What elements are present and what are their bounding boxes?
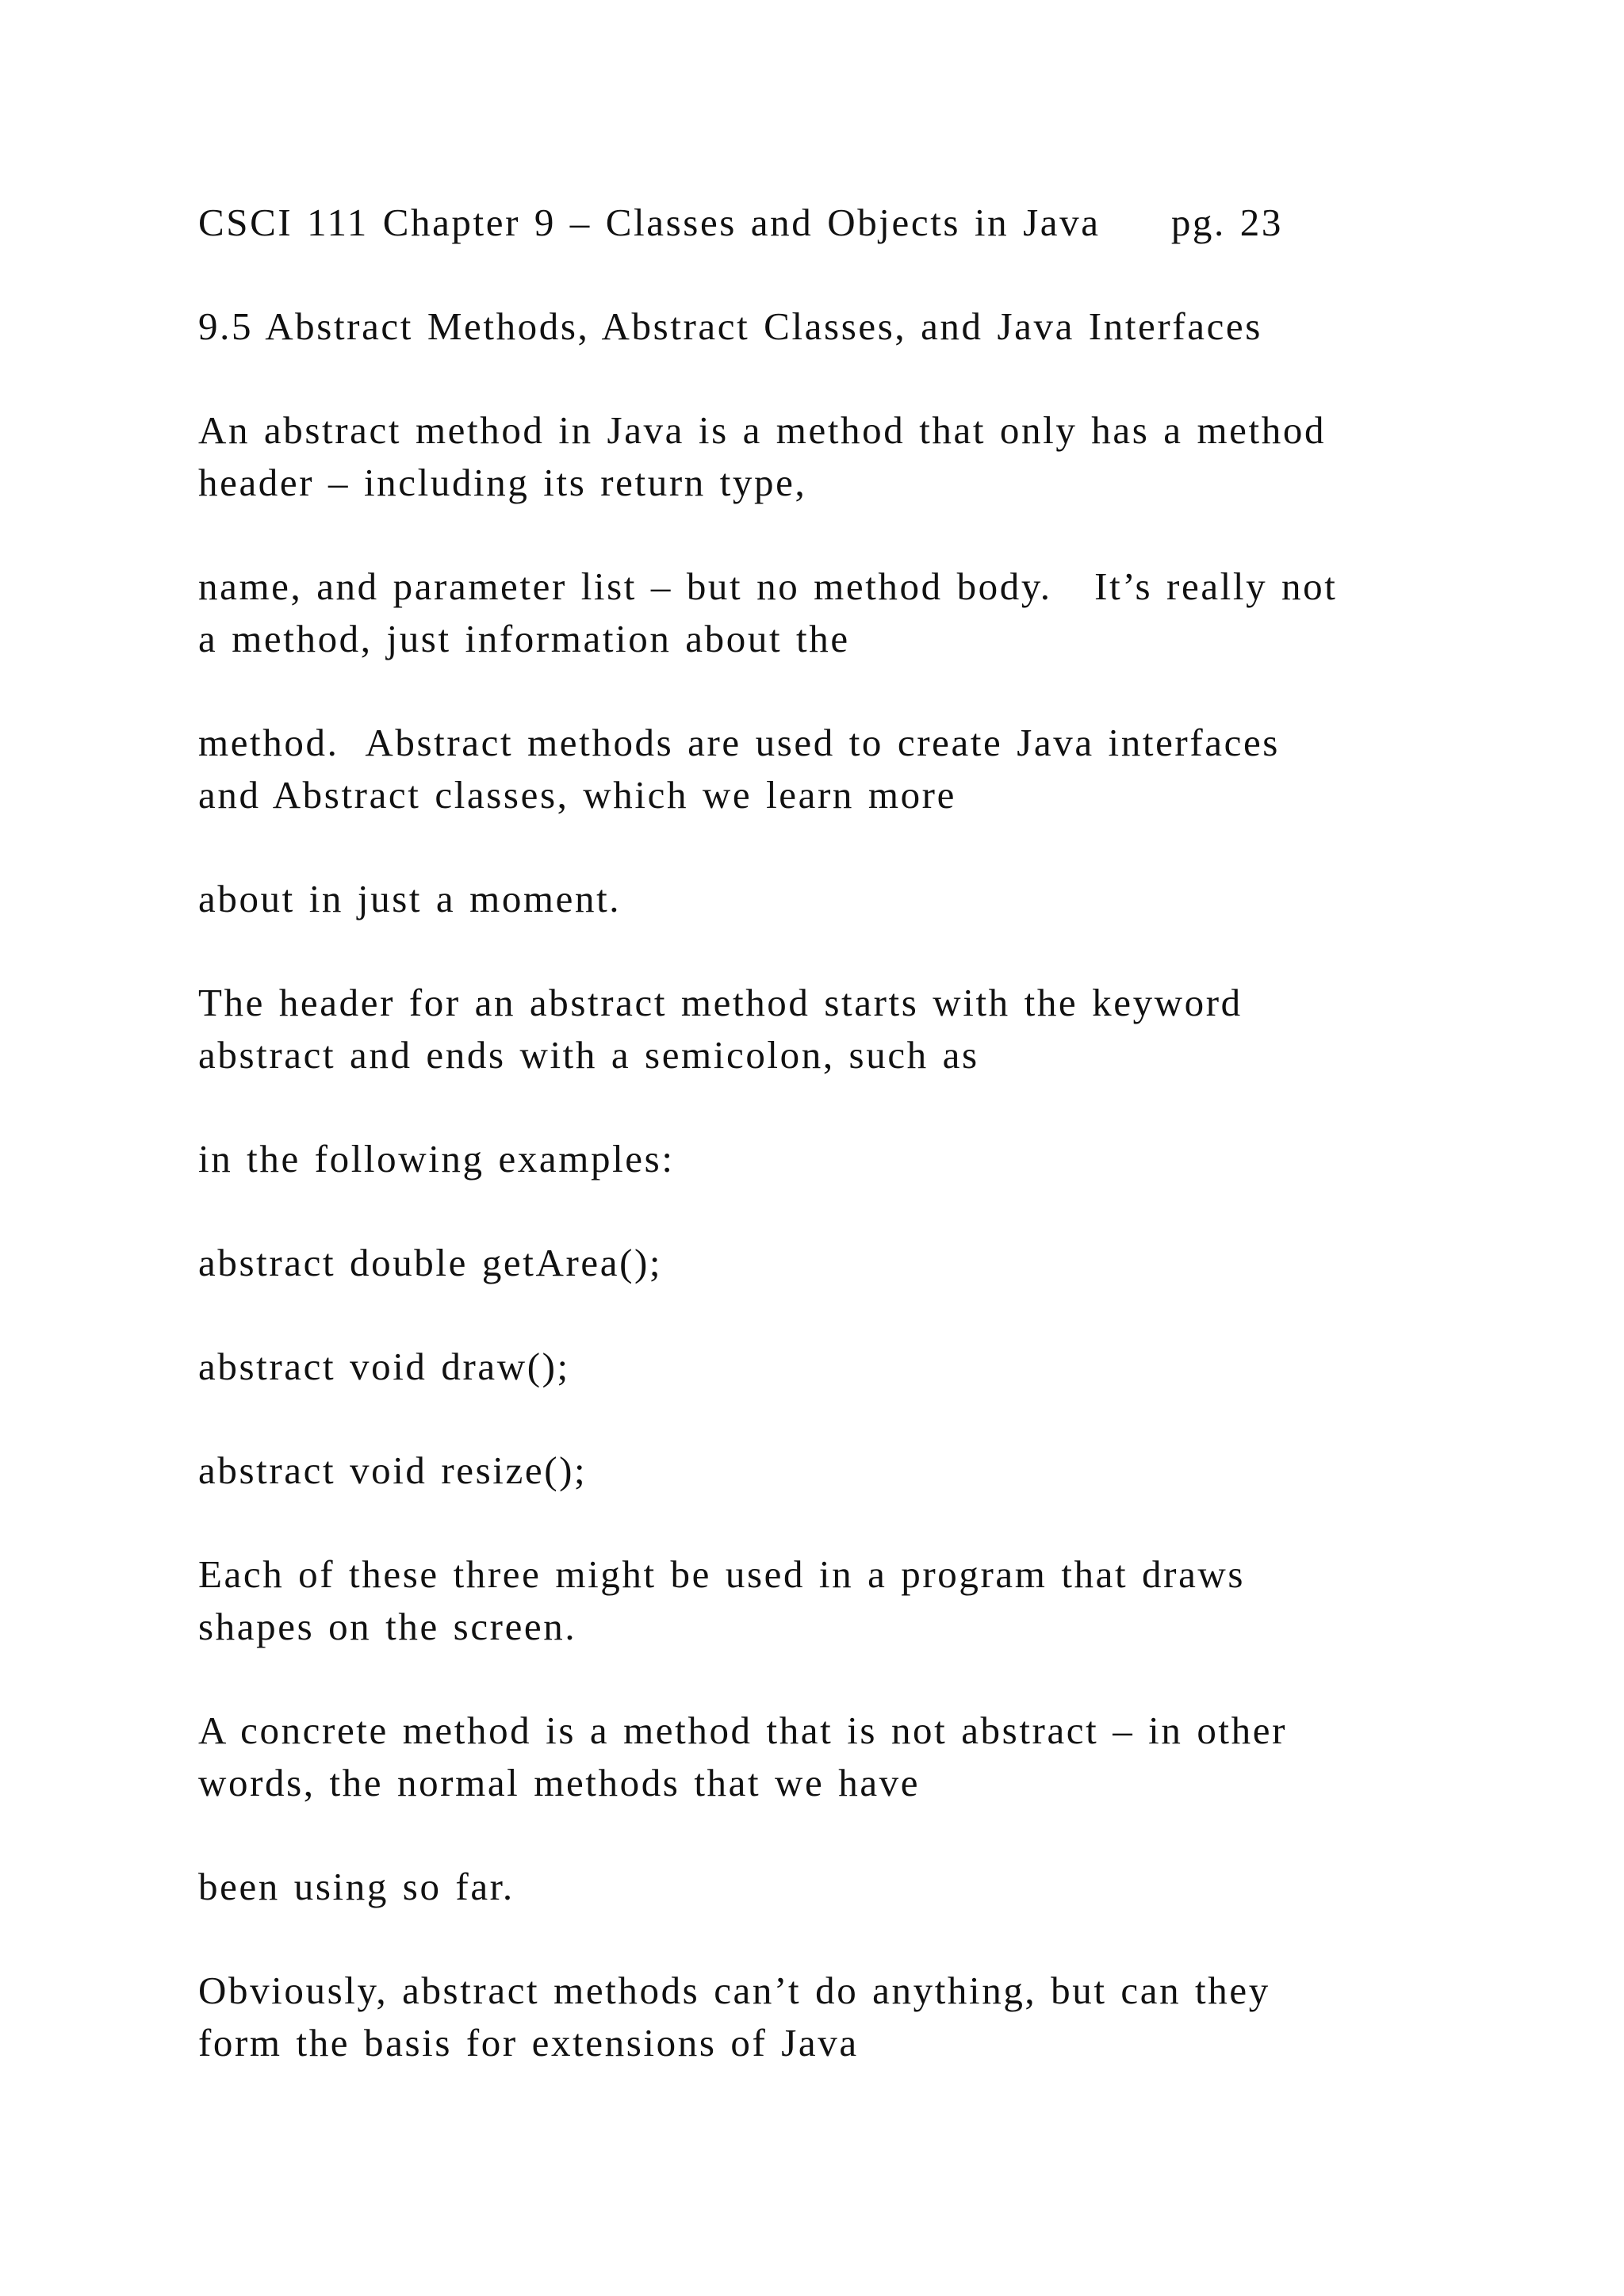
paragraph-line: in the following examples: <box>198 1137 675 1181</box>
paragraph-line: a method, just information about the <box>198 617 850 660</box>
paragraph-line: method. Abstract methods are used to create Java interfaces <box>198 721 1280 764</box>
paragraph-line: and Abstract classes, which we learn more <box>198 773 956 817</box>
paragraph-line: been using so far. <box>198 1865 515 1908</box>
section-title: 9.5 Abstract Methods, Abstract Classes, and Java Interfaces <box>198 304 1262 348</box>
paragraph-line: shapes on the screen. <box>198 1605 577 1648</box>
paragraph-line: A concrete method is a method that is not abstract – in other <box>198 1709 1288 1752</box>
code-example-line: abstract double getArea(); <box>198 1241 663 1284</box>
code-example-line: abstract void resize(); <box>198 1448 588 1492</box>
paragraph-line: words, the normal methods that we have <box>198 1761 921 1804</box>
paragraph-line: form the basis for extensions of Java <box>198 2021 859 2064</box>
code-example-line: abstract void draw(); <box>198 1345 570 1388</box>
page-header: CSCI 111 Chapter 9 – Classes and Objects in Java pg. 23 <box>198 201 1283 244</box>
paragraph-line: Each of these three might be used in a program that draws <box>198 1552 1246 1596</box>
paragraph-line: The header for an abstract method starts with the keyword <box>198 981 1243 1024</box>
paragraph-line: header – including its return type, <box>198 461 807 504</box>
paragraph-line: An abstract method in Java is a method that only has a method <box>198 408 1327 452</box>
paragraph-line: about in just a moment. <box>198 877 622 920</box>
paragraph-line: name, and parameter list – but no method body. It’s really not <box>198 564 1338 608</box>
paragraph-line: abstract and ends with a semicolon, such as <box>198 1033 979 1077</box>
paragraph-line: Obviously, abstract methods can’t do anything, but can they <box>198 1969 1270 2012</box>
